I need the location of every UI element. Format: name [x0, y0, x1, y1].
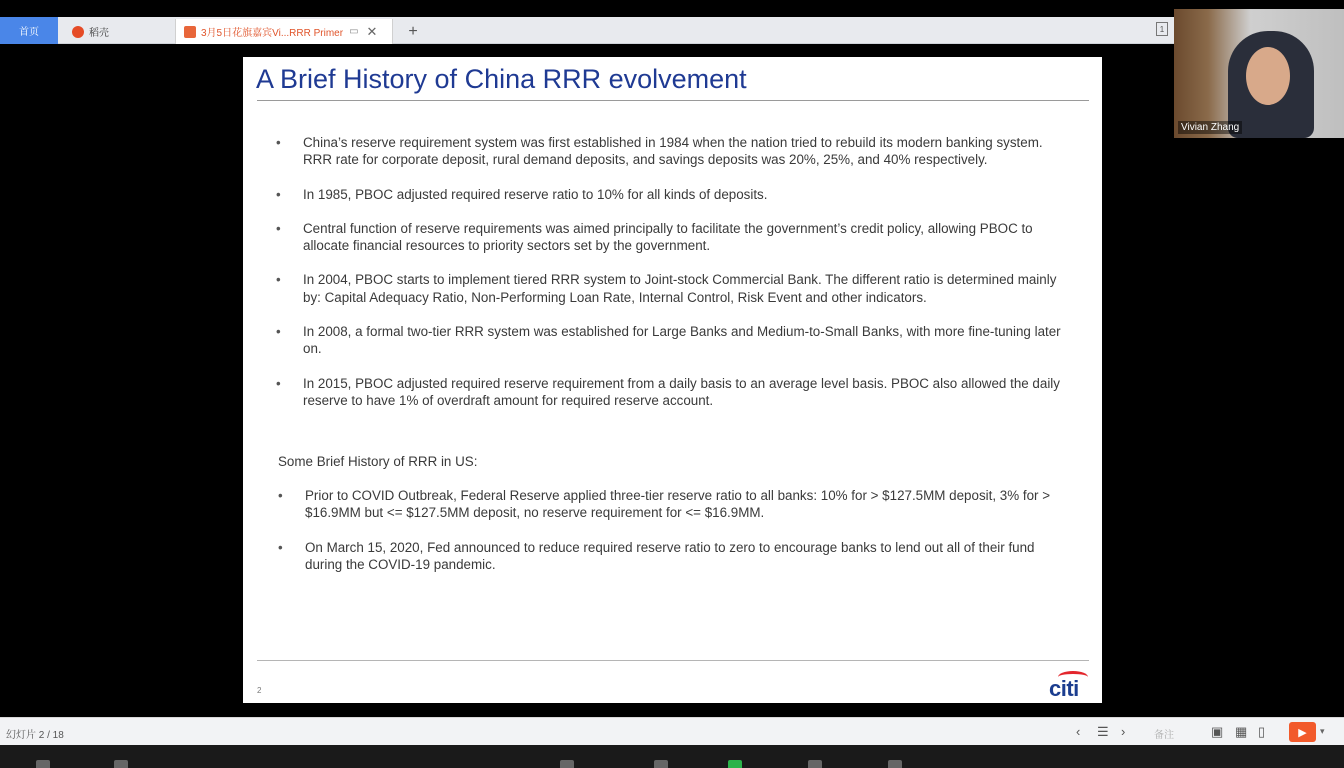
bullet-item: • In 2004, PBOC starts to implement tiered RRR system to Joint-stock Commercial Bank. The different ratio is determined mainly by: Capital Adequacy Ratio, Non-Performing Loan Rate, Internal Control, Risk Event and other indicators. — [273, 271, 1073, 306]
reading-view-icon[interactable]: ▯ — [1258, 724, 1266, 739]
speaker-face — [1246, 47, 1290, 105]
slide — [243, 57, 1102, 703]
next-slide-icon[interactable]: › — [1121, 724, 1126, 739]
prev-slide-icon[interactable]: ‹ — [1076, 724, 1081, 739]
window-icon[interactable]: ▭ — [349, 26, 359, 37]
bullet-item: • On March 15, 2020, Fed announced to reduce required reserve ratio to zero to encourage banks to lend out all of their fund during the COVID-19 pandemic. — [275, 539, 1075, 574]
normal-view-icon[interactable]: ▣ — [1211, 724, 1224, 739]
tab-document[interactable] — [175, 19, 393, 44]
grid-view-icon[interactable]: ▦ — [1235, 724, 1248, 739]
presentation-icon — [184, 26, 196, 38]
us-section-heading: Some Brief History of RRR in US: — [278, 454, 478, 469]
tab-document-label: 3月5日花旗嘉宾Vi...RRR Primer — [201, 28, 344, 39]
taskbar — [0, 745, 1344, 768]
speaker-name: Vivian Zhang — [1178, 121, 1242, 134]
bullet-item: • China’s reserve requirement system was first established in 1984 when the nation tried to rebuild its modern banking system. RRR rate for corporate deposit, rural demand deposits, and savings deposits was 20%, 25%, and 40% respectively. — [273, 134, 1073, 169]
bullet-item: • In 2008, a formal two-tier RRR system was established for Large Banks and Medium-to-Small Banks, with more fine-tuning later on. — [273, 323, 1073, 358]
bullet-item: • In 2015, PBOC adjusted required reserve requirement from a daily basis to an average level basis. PBOC also allowed the daily reserve to have 1% of overdraft amount for required reserve account. — [273, 375, 1073, 410]
page-number: 2 — [257, 686, 262, 695]
play-icon: ▶ — [1298, 726, 1307, 739]
close-icon[interactable]: ✕ — [366, 23, 378, 39]
new-tab-button[interactable] — [400, 19, 426, 44]
bullet-item: • Prior to COVID Outbreak, Federal Reserve applied three-tier reserve ratio to all banks: 10% for > $127.5MM deposit, 3% for > $16.9MM but <= $127.5MM deposit, no reserve requirement for <= $16.9MM. — [275, 487, 1075, 522]
participants-icon[interactable] — [560, 760, 574, 768]
chevron-down-icon[interactable]: ▾ — [1320, 726, 1325, 736]
tab-home-label: 首页 — [19, 27, 39, 38]
tab-daoke-label: 稻壳 — [89, 28, 109, 39]
china-bullet-list — [273, 134, 1073, 426]
window-count-icon[interactable]: 1 — [1156, 22, 1168, 36]
reactions-icon[interactable] — [888, 760, 902, 768]
chat-icon[interactable] — [654, 760, 668, 768]
slide-title: A Brief History of China RRR evolvement — [256, 64, 747, 94]
mic-icon[interactable] — [36, 760, 50, 768]
share-icon[interactable] — [728, 760, 742, 768]
slide-counter: 幻灯片 2 / 18 — [6, 730, 64, 741]
citi-logo: citi — [1049, 676, 1079, 701]
tab-home[interactable] — [0, 17, 58, 44]
tab-daoke[interactable] — [62, 19, 172, 44]
title-divider — [257, 100, 1089, 101]
new-tab-label: + — [408, 22, 418, 40]
bullet-item: • In 1985, PBOC adjusted required reserve ratio to 10% for all kinds of deposits. — [273, 186, 1073, 203]
slide-list-icon[interactable]: ☰ — [1097, 724, 1109, 739]
tab-bar — [0, 17, 1344, 44]
notes-button[interactable]: 备注 — [1154, 730, 1174, 741]
bullet-item: • Central function of reserve requirements was aimed principally to facilitate the government’s credit policy, allowing PBOC to allocate financial resources to priority sectors set by the government. — [273, 220, 1073, 255]
us-bullet-list — [275, 487, 1075, 590]
daoke-logo-icon — [72, 26, 84, 38]
video-icon[interactable] — [114, 760, 128, 768]
record-icon[interactable] — [808, 760, 822, 768]
status-bar — [0, 717, 1344, 745]
play-slideshow-button[interactable] — [1289, 722, 1316, 742]
webcam-video[interactable] — [1174, 9, 1344, 138]
footer-divider — [257, 660, 1089, 661]
